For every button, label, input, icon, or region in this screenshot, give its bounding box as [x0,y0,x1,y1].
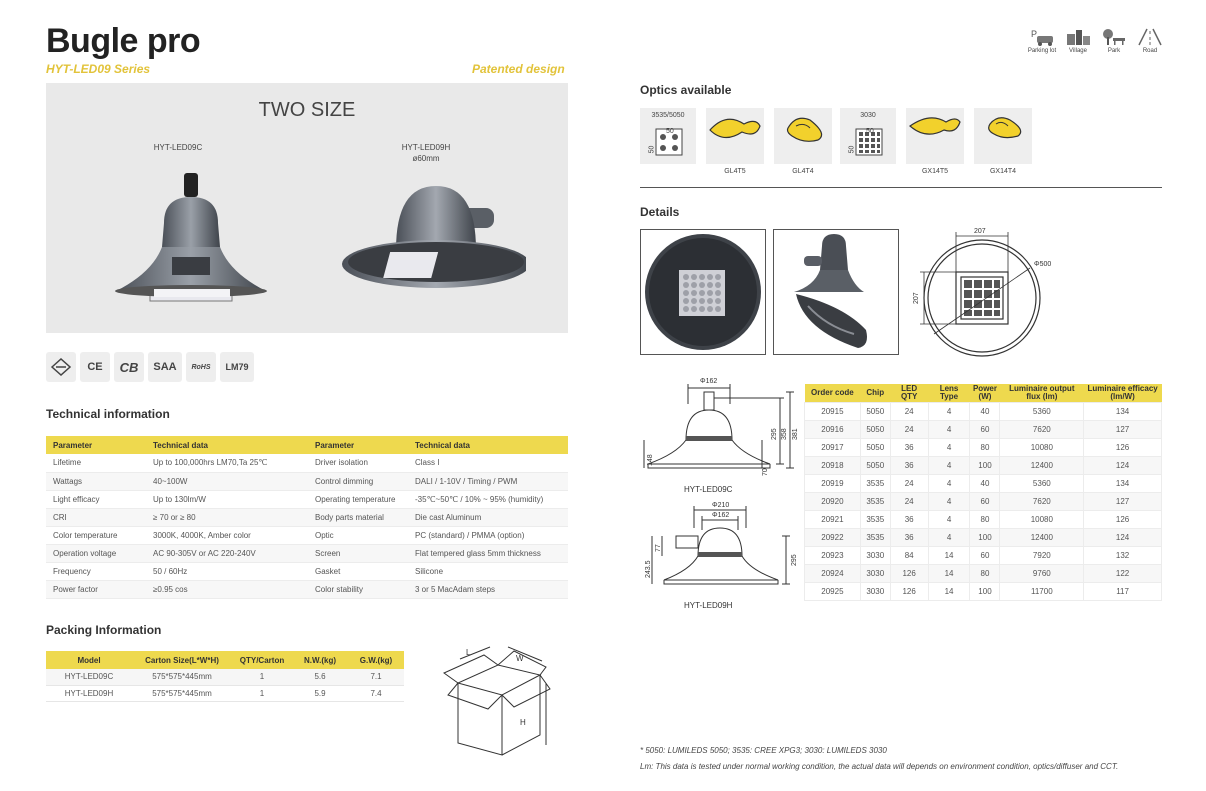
footnote-chips: * 5050: LUMILEDS 5050; 3535: CREE XPG3; 3030: LUMILEDS 3030 [640,746,887,755]
table-cell: 84 [890,546,928,564]
table-cell: Wattags [46,472,146,490]
table-cell: 132 [1084,546,1162,564]
table-cell: PC (standard) / PMMA (option) [408,526,568,544]
dim-label: 50 [666,128,674,135]
table-cell: 9760 [1000,564,1084,582]
table-cell: 12400 [1000,456,1084,474]
parking-lot-icon [1026,28,1058,54]
technical-header: Parameter [46,436,146,454]
table-cell: 5.9 [292,685,348,701]
table-cell: 40 [970,474,1000,492]
chip-3030-label: 3030 [860,112,876,119]
order-header: Power (W) [970,384,1000,402]
model-h-label: HYT-LED09H [401,143,451,152]
ce-mark: CE [80,352,110,382]
technical-title: Technical information [46,407,170,421]
two-size-heading: TWO SIZE [258,99,356,121]
table-cell: 3 or 5 MacAdam steps [408,580,568,598]
drawing-h-phi210: Φ210 [712,502,730,509]
table-cell: 14 [928,582,970,600]
table-cell: 575*575*445mm [132,685,232,701]
product-panel [46,83,568,333]
table-row [805,510,1162,528]
table-cell: 5050 [860,438,890,456]
table-cell: 20920 [805,492,861,510]
table-cell: 20915 [805,402,861,420]
table-cell: Flat tempered glass 5mm thickness [408,544,568,562]
table-cell: DALI / 1-10V / Timing / PWM [408,472,568,490]
table-cell: 3535 [860,528,890,546]
table-cell: Color temperature [46,526,146,544]
table-cell: 11700 [1000,582,1084,600]
table-row [46,562,568,580]
table-row [46,490,568,508]
chip-3535-5050-box [640,108,696,164]
table-cell: Optic [308,526,408,544]
cb-mark: CB [114,352,144,382]
lens-gl4t5-icon [706,108,764,148]
table-cell: Gasket [308,562,408,580]
table-cell: 4 [928,438,970,456]
model-h-note: ø60mm [412,154,440,163]
order-header-row [805,384,1162,402]
table-row [46,526,568,544]
dim-label: 50 [648,145,656,154]
table-row [805,474,1162,492]
table-cell: 60 [970,546,1000,564]
table-cell: 4 [928,474,970,492]
table-cell: Die cast Aluminum [408,508,568,526]
box-label-h: H [520,718,526,727]
lens-gx14t4-box [974,108,1032,164]
table-cell: 20925 [805,582,861,600]
table-row [46,685,404,701]
divider [640,187,1162,188]
table-cell: 24 [890,402,928,420]
lamp-h-image [336,178,526,308]
table-cell: 5360 [1000,474,1084,492]
drawing-c-h70: 70 [762,468,769,476]
packing-header: QTY/Carton [232,651,292,669]
table-cell: Up to 130lm/W [146,490,308,508]
drawing-led09c [640,374,804,498]
table-cell: 20919 [805,474,861,492]
table-row [805,582,1162,600]
drawing-c-h381: 381 [792,428,799,440]
technical-header-row [46,436,568,454]
table-cell: 24 [890,492,928,510]
table-cell: Up to 100,000hrs LM70,Ta 25℃ [146,454,308,472]
drawing-c-label: HYT-LED09C [684,485,733,494]
technical-header: Parameter [308,436,408,454]
table-cell: 50 / 60Hz [146,562,308,580]
lens-gl4t4-label: GL4T4 [792,168,814,175]
table-cell: 14 [928,546,970,564]
table-cell: 80 [970,510,1000,528]
patented-label: Patented design [472,62,565,76]
chip-3535-5050-label: 3535/5050 [651,112,685,119]
drawing-c-h358: 358 [781,428,788,440]
table-cell: 12400 [1000,528,1084,546]
order-header: Order code [805,384,861,402]
table-cell: 5360 [1000,402,1084,420]
table-cell: 3535 [860,510,890,528]
table-cell: 100 [970,528,1000,546]
table-cell: 60 [970,492,1000,510]
table-cell: 5.6 [292,669,348,685]
dim-207-label: 207 [974,228,986,235]
table-cell: 7920 [1000,546,1084,564]
lens-gl4t5-label: GL4T5 [724,168,746,175]
table-cell: Power factor [46,580,146,598]
lamp-c-image [112,173,272,308]
table-cell: 20924 [805,564,861,582]
table-cell: 134 [1084,402,1162,420]
table-row [805,438,1162,456]
table-cell: 4 [928,420,970,438]
detail-open-view [773,229,899,355]
ccc-icon [46,352,76,382]
park-icon [1100,28,1128,54]
packing-title: Packing Information [46,623,162,637]
dim-phi500-label: Φ500 [1034,261,1052,268]
table-cell: Light efficacy [46,490,146,508]
table-cell: Frequency [46,562,146,580]
table-row [805,402,1162,420]
table-cell: -35℃~50℃ / 10% ~ 95% (humidity) [408,490,568,508]
road-label: Road [1142,48,1158,54]
table-row [805,456,1162,474]
table-cell: 36 [890,510,928,528]
optics-title: Optics available [640,83,732,97]
rohs-mark: RoHS [186,352,216,382]
table-cell: 60 [970,420,1000,438]
chip-3030-box [840,108,896,164]
table-cell: Class I [408,454,568,472]
table-cell: 80 [970,564,1000,582]
table-cell: 4 [928,510,970,528]
table-cell: 100 [970,456,1000,474]
table-cell: 124 [1084,528,1162,546]
table-cell: Lifetime [46,454,146,472]
technical-table [46,436,568,599]
table-row [46,472,568,490]
table-cell: 24 [890,474,928,492]
table-cell: 3000K, 4000K, Amber color [146,526,308,544]
drawing-h-h295: 295 [791,554,798,566]
drawing-h-phi162: Φ162 [712,512,730,519]
table-row [46,669,404,685]
table-row [46,580,568,598]
table-cell: 20921 [805,510,861,528]
packing-table [46,651,404,702]
drawing-c-phi: Φ162 [700,378,718,385]
drawing-h-h243: 243.5 [645,560,652,578]
table-cell: 126 [890,564,928,582]
table-cell: 7.4 [348,685,404,701]
table-cell: Control dimming [308,472,408,490]
lamp-open-image [774,230,898,354]
order-header: Lens Type [928,384,970,402]
village-icon [1064,28,1092,54]
drawing-led09h [640,500,804,612]
table-cell: 100 [970,582,1000,600]
table-cell: Screen [308,544,408,562]
lamp-bottom-image [641,230,765,354]
table-cell: 20918 [805,456,861,474]
lens-gx14t4-label: GX14T4 [989,168,1017,175]
packing-header: Carton Size(L*W*H) [132,651,232,669]
table-row [805,528,1162,546]
order-table [804,384,1162,601]
table-cell: 3535 [860,474,890,492]
dim-label: 50 [848,145,856,154]
footnote-lm: Lm: This data is tested under normal working condition, the actual data will depends on environment condition, optics/diffuser and CCT. [640,762,1119,771]
table-cell: 1 [232,685,292,701]
table-cell: HYT-LED09H [46,685,132,701]
drawing-c-h295: 295 [771,428,778,440]
table-cell: 126 [1084,510,1162,528]
table-cell: 4 [928,492,970,510]
lens-gx14t5-box [906,108,964,164]
page-title: Bugle pro [46,22,201,60]
table-cell: 36 [890,456,928,474]
drawing-c-h148: 148 [647,454,654,466]
table-cell: 36 [890,438,928,456]
table-cell: 40~100W [146,472,308,490]
detail-dimension-drawing [906,222,1056,360]
table-cell: 7.1 [348,669,404,685]
lens-gl4t4-icon [774,108,832,148]
table-cell: 4 [928,456,970,474]
packing-header: N.W.(kg) [292,651,348,669]
lens-gx14t5-label: GX14T5 [921,168,949,175]
table-cell: 3535 [860,492,890,510]
lens-gl4t4-box [774,108,832,164]
detail-bottom-view [640,229,766,355]
table-cell: 575*575*445mm [132,669,232,685]
table-cell: HYT-LED09C [46,669,132,685]
table-cell: 5050 [860,420,890,438]
table-cell: ≥0.95 cos [146,580,308,598]
dim-label: 50 [866,128,874,135]
village-label: Village [1069,48,1087,54]
table-cell: 5050 [860,402,890,420]
table-cell: 4 [928,402,970,420]
order-header: Chip [860,384,890,402]
table-cell: 7620 [1000,492,1084,510]
table-cell: Operating temperature [308,490,408,508]
carton-box-drawing [440,645,552,760]
drawing-h-label: HYT-LED09H [684,601,733,610]
svg-text:P: P [1031,29,1038,39]
order-header: Luminaire efficacy (lm/W) [1084,384,1162,402]
table-cell: 124 [1084,456,1162,474]
table-cell: 126 [890,582,928,600]
table-cell: Color stability [308,580,408,598]
lens-gx14t5-icon [906,108,964,148]
table-cell: CRI [46,508,146,526]
series-label: HYT-LED09 Series [46,62,151,76]
order-header: Luminaire output flux (lm) [1000,384,1084,402]
parking-lot-label: Parking lot [1027,48,1057,54]
details-title: Details [640,205,680,219]
model-c-label: HYT-LED09C [153,143,203,152]
technical-header: Technical data [408,436,568,454]
box-label-w: W [516,654,524,663]
table-row [805,564,1162,582]
packing-header-row [46,651,404,669]
table-cell: 127 [1084,420,1162,438]
table-cell: 20922 [805,528,861,546]
certification-row [46,352,254,382]
lm79-mark: LM79 [220,352,254,382]
table-cell: Silicone [408,562,568,580]
table-cell: ≥ 70 or ≥ 80 [146,508,308,526]
table-cell: 36 [890,528,928,546]
road-icon [1136,28,1164,54]
packing-header: G.W.(kg) [348,651,404,669]
table-row [46,544,568,562]
table-cell: Driver isolation [308,454,408,472]
lens-gl4t5-box [706,108,764,164]
table-cell: 3030 [860,564,890,582]
table-cell: 5050 [860,456,890,474]
table-cell: 3030 [860,546,890,564]
table-cell: 20917 [805,438,861,456]
table-cell: 117 [1084,582,1162,600]
table-cell: 80 [970,438,1000,456]
dim-207v-label: 207 [913,292,920,304]
lens-gx14t4-icon [974,108,1032,148]
table-row [46,508,568,526]
table-cell: AC 90-305V or AC 220-240V [146,544,308,562]
table-cell: 20923 [805,546,861,564]
table-cell: 40 [970,402,1000,420]
table-row [805,546,1162,564]
table-cell: 3030 [860,582,890,600]
table-cell: 14 [928,564,970,582]
table-row [46,454,568,472]
table-cell: 134 [1084,474,1162,492]
packing-header: Model [46,651,132,669]
box-label-l: L [466,648,471,657]
table-cell: 4 [928,528,970,546]
table-cell: 7620 [1000,420,1084,438]
table-row [805,420,1162,438]
table-cell: 24 [890,420,928,438]
table-cell: 10080 [1000,510,1084,528]
table-cell: Body parts material [308,508,408,526]
table-cell: 20916 [805,420,861,438]
table-cell: 1 [232,669,292,685]
drawing-h-h77: 77 [655,544,662,552]
table-cell: 127 [1084,492,1162,510]
table-row [805,492,1162,510]
table-cell: 126 [1084,438,1162,456]
table-cell: Operation voltage [46,544,146,562]
table-cell: 122 [1084,564,1162,582]
saa-mark: SAA [148,352,182,382]
technical-header: Technical data [146,436,308,454]
order-header: LED QTY [890,384,928,402]
table-cell: 10080 [1000,438,1084,456]
park-label: Park [1107,48,1121,54]
